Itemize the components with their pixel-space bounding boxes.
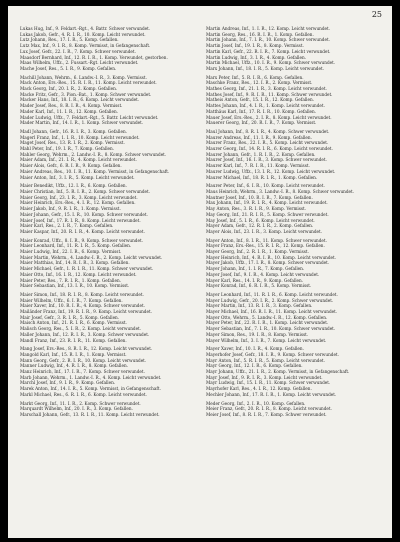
page-number: 25: [371, 10, 382, 19]
list-entry: Matheis Anton, Gefr., 15. I. R., 12. Komp. Gefallen.: [206, 97, 315, 103]
list-entry: Mayer Georg, Inf., 2. R. I. R., 1. Komp. Vermisst.: [206, 249, 309, 255]
list-entry: Maul Johann, Inf., 8. R. I. R., 4. Komp. Schwer verwundet.: [206, 128, 330, 134]
list-entry: Mayer Peter, Inf., 22. R. I. R., 1. Komp. Leicht verwundet.: [206, 320, 329, 326]
list-entry: Machill Johann, Wehrm., 6. Landw.-I. R., 3. Komp. Vermisst.: [20, 74, 147, 80]
list-entry: Maier Josef, Inf., 17. R. I. R., 8. Komp. Leicht verwundet.: [20, 217, 141, 223]
list-entry: Malisch Georg, Res., 5. I. R., 2. Komp. Leicht verwundet.: [20, 326, 142, 332]
list-entry: Maier Martin, Wehrm., 4. Landw.-I. R., 2. Komp. Leicht verwundet.: [20, 254, 163, 260]
list-entry: Mayer Johann, Inf., 1. I. R., 7. Komp. Gefallen.: [206, 266, 305, 272]
list-entry: Mann Georg, Gefr., 2. R. I. R., 10. Komp. Leicht verwundet.: [20, 357, 147, 363]
list-entry: Mayer Sebastian, Inf., 7. I. R., 10. Komp. Schwer verwundet.: [206, 326, 336, 332]
list-entry: Maus Heinrich, Wehrm., 3. Landw.-I. R., 8. Komp. Schwer verwundet.: [206, 188, 355, 194]
list-entry: Maier Leonhard, Inf., 11. R. I. R., 5. Komp. Gefallen.: [20, 243, 132, 249]
list-entry: Markl Michael, Res., 6. R. I. R., 6. Komp. Leicht verwundet.: [20, 391, 147, 397]
list-entry: Marquardt Wilhelm, Inf., 20. I. R., 3. Komp. Gefallen.: [20, 406, 133, 412]
list-entry: Mayer Jakob, Uffz., 17. I. R., 8. Komp. Schwer verwundet.: [206, 260, 330, 266]
list-entry: Mangold Karl, Inf., 15. R. I. R., 1. Komp. Vermisst.: [20, 351, 127, 357]
list-entry: Mayr Georg, Inf., 12. I. R., 6. Komp. Gefallen.: [206, 363, 303, 369]
list-entry: Mayr Ludwig, Inf., 15. I. R., 11. Komp. Schwer verwundet.: [206, 380, 331, 386]
list-entry: Maurer Johann, Gefr., 1. R. I. R., 2. Komp. Gefallen.: [206, 151, 316, 157]
list-entry: Mang Josef, Ers.-Res., 8. R. I. R., 12. Komp. Leicht verwundet.: [20, 346, 153, 352]
list-entry: Martin Andreas, Inf., 1. I. R., 12. Komp. Leicht verwundet.: [206, 26, 331, 31]
list-entry: Mauerer Georg, Inf., 20. R. I. R., 7. Komp. Vermisst.: [206, 120, 317, 126]
list-entry: Meier Franz, Gefr., 20. R. I. R., 8. Komp. Leicht verwundet.: [206, 406, 332, 412]
list-entry: Mayer Simon, Res., 19. I. R., 8. Komp. Vermisst.: [206, 331, 309, 337]
list-entry: Mayr Johann, Uffz., 21. I. R., 2. Komp. Vermisst, in Gefangenschaft.: [206, 369, 350, 375]
list-entry: Lukas Hug, Inf., 9. Feldart.-Rgt., 4. Battr. Schwer verwundet.: [20, 26, 151, 31]
list-entry: Maier Heinrich, Ers.-Res., 4. I. R., 12. Komp. Gefallen.: [20, 200, 136, 206]
list-entry: May Anton, Res., 3. R. I. R., 9. Komp. Vermisst.: [206, 206, 307, 212]
list-entry: Maier Konrad, Uffz., 8. I. R., 9. Komp. Schwer verwundet.: [20, 237, 143, 243]
list-entry: Mahler Georg, Wehrm., 2. Landw.-I. R., 8. Komp. Schwer verwundet.: [20, 151, 167, 157]
list-entry: Mayer Wilhelm, Inf., 3. I. R., 7. Komp. Leicht verwundet.: [206, 337, 327, 343]
list-entry: Meier Josef, Inf., 8. R. I. R., 7. Komp. Schwer verwundet.: [206, 412, 327, 417]
list-entry: Maier Wilhelm, Uffz., 6. I. R., 7. Komp. Gefallen.: [20, 297, 123, 303]
left-column: [20, 26, 194, 418]
list-entry: Mayer Ludwig, Gefr., 20. I. R., 2. Komp. Schwer verwundet.: [206, 297, 334, 303]
list-entry: Meder Georg, Inf., 2. I. R., 10. Komp. Gefallen.: [206, 400, 306, 406]
list-entry: Mayerhofer Josef, Gefr., 18. I. R., 9. Komp. Schwer verwundet.: [206, 351, 339, 357]
list-entry: Macke Fritz, Gefr., 3. Pion.-Bat., 1. Komp. Schwer verwundet.: [20, 91, 152, 97]
list-entry: Mayer Anton, Inf., 8. I. R., 11. Komp. Schwer verwundet.: [206, 237, 327, 243]
list-entry: Mayer Otto, Wehrm., 5. Landw.-I. R., 12. Komp. Gefallen.: [206, 314, 328, 320]
list-entry: Mayer Josef, Inf., 9. I. R., 4. Komp. Leicht verwundet.: [206, 271, 320, 277]
list-entry: Lukas Jakob, Gefr., 4. R. I. R., 10. Komp. Leicht verwundet.: [20, 31, 146, 37]
document-page: [8, 6, 392, 538]
list-entry: Mayer Karl, Res., 14. I. R., 9. Komp. Gefallen.: [206, 277, 304, 283]
list-entry: Maisch Anton, Inf., 21. R. I. R., 6. Komp. Vermisst.: [20, 320, 127, 326]
list-entry: Maurer Michael, Inf., 18. R. I. R., 1. Komp. Gefallen.: [206, 174, 318, 180]
list-entry: Mayer Michael, Inf., 16. R. I. R., 11. Komp. Leicht verwundet.: [206, 309, 338, 315]
list-entry: Mader Ludwig, Uffz., 7. Feldart.-Rgt., 5. Battr. Leicht verwundet.: [20, 114, 159, 120]
list-entry: Maier Georg, Inf., 23. I. R., 3. Komp. Leicht verwundet.: [20, 194, 138, 200]
list-entry: Martin Josef, Inf., 19. I. R., 8. Komp. Vermisst.: [206, 43, 304, 49]
list-entry: Mader Martin, Inf., 14. I. R., 1. Komp. Schwer verwundet.: [20, 120, 144, 126]
list-entry: Lutz Johann, Res., 17. I. R., 5. Komp. Gefallen.: [20, 37, 119, 43]
list-entry: Maier Peter, Res., 7. R. I. R., 1. Komp. Gefallen.: [20, 277, 122, 283]
list-entry: May Georg, Inf., 21. R. I. R., 5. Komp. Schwer verwundet.: [206, 211, 329, 217]
list-entry: Martin Ludwig, Inf., 3. I. R., 4. Komp. Gefallen.: [206, 54, 307, 60]
list-entry: Mayrhofer Karl, Res., 4. I. R., 12. Komp. Gefallen.: [206, 386, 312, 392]
list-entry: Maurer Ludwig, Uffz., 13. I. R., 12. Komp. Leicht verwundet.: [206, 168, 336, 174]
list-entry: Maier Alois, Gefr., 6. R. I. R., 9. Komp. Gefallen.: [20, 163, 122, 169]
list-entry: Lux Josef, Gefr., 22. I. R., 7. Komp. Schwer verwundet.: [20, 48, 136, 54]
list-entry: Mayer Martin, Inf., 13. R. I. R., 3. Komp. Gefallen.: [206, 303, 313, 309]
list-entry: Mayer Xaver, Inf., 10. I. R., 4. Komp. Gefallen.: [206, 346, 304, 352]
list-entry: Maier Ludwig, Inf., 22. I. R., 6. Komp. Vermisst.: [20, 249, 122, 255]
list-entry: Mautner Josef, Inf., 10. R. I. R., 7. Komp. Gefallen.: [206, 194, 313, 200]
list-entry: Mache Josef, Res., 5. I. R., 9. Komp. Gefallen.: [20, 65, 117, 71]
list-entry: Mayer Leonhard, Inf., 11. R. I. R., 6. Komp. Leicht verwundet.: [206, 291, 338, 297]
list-entry: Maier Adam, Inf., 21. I. R., 4. Komp. Leicht verwundet.: [20, 157, 137, 163]
list-entry: Maller Johann, Inf., 12. R. I. R., 3. Komp. Schwer verwundet.: [20, 331, 150, 337]
list-entry: Maurer Georg, Inf., 14. R. I. R., 6. Komp. Leicht verwundet.: [206, 146, 333, 152]
list-entry: Maurer Josef, Inf., 16. I. R., 3. Komp. Schwer verwundet.: [206, 157, 327, 163]
list-entry: Markt Georg, Inf., 11. I. R., 2. Komp. Schwer verwundet.: [20, 400, 141, 406]
list-entry: Martin Michael, Uffz., 10. I. R., 9. Komp. Schwer verwundet.: [206, 60, 336, 66]
list-entry: Mair Josef, Gefr., 3. R. I. R., 5. Komp. Gefallen.: [20, 314, 120, 320]
list-entry: Mandl Franz, Inf., 23. R. I. R., 11. Komp. Gefallen.: [20, 337, 127, 343]
list-entry: Mauer Josef, Ers.-Res., 2. I. R., 8. Komp. Leicht verwundet.: [206, 114, 332, 120]
list-entry: Lutz Max, Inf., 9. I. R., 8. Komp. Vermisst, in Gefangenschaft.: [20, 43, 151, 49]
list-entry: Mayr Josef, Inf., 9. R. I. R., 3. Komp. Leicht verwundet.: [206, 374, 323, 380]
list-entry: Maier Jakob, Inf., 9. R. I. R., 1. Komp. Vermisst.: [20, 206, 121, 212]
list-entry: Maurer Franz, Res., 22. I. R., 5. Komp. Leicht verwundet.: [206, 140, 329, 146]
list-entry: Marb Johann, Wehrm., 1. Landw.-I. R., 4. Komp. Leicht verwundet.: [20, 374, 162, 380]
list-entry: Mathes Georg, Inf., 21. I. R., 3. Komp. Leicht verwundet.: [206, 86, 327, 92]
list-entry: Manz Heinrich, Inf., 17. I. R., 7. Komp. Schwer verwundet.: [20, 369, 145, 375]
list-entry: Manner Ludwig, Inf., 4. R. I. R., 8. Komp. Gefallen.: [20, 363, 128, 369]
list-entry: Maier Anton, Inf., 3. I. R., 5. Komp. Leicht verwundet.: [20, 174, 135, 180]
list-entry: Maurer Karl, Inf., 7. R. I. R., 11. Komp. Vermisst.: [206, 163, 310, 169]
list-entry: Mader Josef, Res., 8. R. I. R., 4. Komp. Vermisst.: [20, 103, 123, 109]
list-entry: Maschke Franz, Res., 12. I. R., 2. Komp. Vermisst.: [206, 80, 313, 86]
list-entry: Maier Christian, Inf., 5. R. I. R., 2. Komp. Schwer verwundet.: [20, 188, 151, 194]
list-entry: Marx Johann, Inf., 18. I. R., 5. Komp. Leicht verwundet.: [206, 65, 324, 71]
list-entry: Mack Georg, Inf., 20. I. R., 2. Komp. Gefallen.: [20, 86, 118, 92]
list-entry: Mailänder Franz, Inf., 19. R. I. R., 9. Komp. Leicht verwundet.: [20, 309, 152, 315]
list-entry: Maier Andreas, Res., 10. I. R., 11. Komp. Vermisst, in Gefangenschaft.: [20, 168, 170, 174]
list-entry: Mader Karl, Inf., 11. I. R., 12. Komp. Gefallen.: [20, 108, 118, 114]
list-entry: Marchl Josef, Inf., 9. I. R., 9. Komp. Gefallen.: [20, 380, 116, 386]
list-entry: Maier Kaspar, Inf., 20. R. I. R., 4. Komp. Leicht verwundet.: [20, 228, 145, 234]
list-entry: Mayer Franz, Ers.-Res., 15. R. I. R., 12. Komp. Gefallen.: [206, 243, 325, 249]
list-entry: Maier Otto, Inf., 16. I. R., 12. Komp. Leicht verwundet.: [20, 271, 137, 277]
list-entry: Maget Josef, Res., 13. R. I. R., 2. Komp. Vermisst.: [20, 140, 125, 146]
list-entry: Maas Wilhelm, Uffz., 2. Fussart.-Rgt. Leicht verwundet.: [20, 60, 139, 66]
list-entry: Mayer Konrad, Inf., 6. R. I. R., 5. Komp. Vermisst.: [206, 283, 312, 289]
list-entry: Maier Simon, Inf., 18. R. I. R., 8. Komp. Leicht verwundet.: [20, 291, 144, 297]
list-entry: Maier Benedikt, Uffz., 12. I. R., 6. Komp. Gefallen.: [20, 183, 127, 189]
list-entry: Martin Johann, Inf., 7. I. R., 10. Komp. Schwer verwundet.: [206, 37, 330, 43]
list-entry: Magerl Franz, Inf., 1. I. R., 10. Komp. Leicht verwundet.: [20, 134, 140, 140]
list-entry: Mechler Johann, Inf., 17. R. I. R., 1. Komp. Leicht verwundet.: [206, 391, 337, 397]
list-entry: Maurer Peter, Inf., 6. I. R., 10. Komp. Leicht verwundet.: [206, 183, 325, 189]
list-entry: Maier Xaver, Inf., 10. R. I. R., 4. Komp. Schwer verwundet.: [20, 303, 145, 309]
list-entry: May Josef, Inf., 5. I. R., 6. Komp. Leicht verwundet.: [206, 217, 315, 223]
list-entry: Mayer Adam, Gefr., 12. R. I. R., 2. Komp. Gefallen.: [206, 223, 314, 229]
list-entry: Maier Sebastian, Inf., 13. I. R., 10. Komp. Vermisst.: [20, 283, 130, 289]
list-entry: Maier Johann, Gefr., 15. I. R., 10. Komp. Schwer verwundet.: [20, 211, 148, 217]
list-entry: Marschall Johann, Gefr., 13. R. I. R., 11. Komp. Leicht verwundet.: [20, 412, 160, 417]
list-entry: Mathes Josef, Inf., 9. R. I. R., 11. Komp. Schwer verwundet.: [206, 91, 333, 97]
list-entry: Maasdorf Bernhard, Inf., 12. R. I. R., 1. Komp. Verwundet, gestorben.: [20, 54, 168, 60]
right-column: [206, 26, 380, 418]
list-entry: Max Johann, Inf., 19. R. I. R., 4. Komp. Leicht verwundet.: [206, 200, 328, 206]
list-entry: Mayr Anton, Inf., 5. R. I. R., 5. Komp. Leicht verwundet.: [206, 357, 325, 363]
list-entry: Mayer Heinrich, Inf., 4. R. I. R., 10. Komp. Leicht verwundet.: [206, 254, 337, 260]
list-entry: Mayer Alois, Inf., 23. I. R., 3. Komp. Leicht verwundet.: [206, 228, 323, 234]
list-entry: Macker Hans, Inf., 18. I. R., 6. Komp. Leicht verwundet.: [20, 97, 140, 103]
list-entry: Maier Matthias, Inf., 14. R. I. R., 3. Komp. Gefallen.: [20, 260, 130, 266]
list-entry: Maurer Andreas, Inf., 11. I. R., 9. Komp. Gefallen.: [206, 134, 312, 140]
list-entry: Martin Georg, Res., 16. R. I. R., 1. Komp. Gefallen.: [206, 31, 314, 37]
list-entry: Maier Karl, Res., 2. I. R., 7. Komp. Gefallen.: [20, 223, 114, 229]
list-entry: Marx Peter, Inf., 5. R. I. R., 6. Komp. Gefallen.: [206, 74, 304, 80]
list-entry: Mack Anton, Ers.-Res., 15. R. I. R., 11. Komp. Leicht verwundet.: [20, 80, 157, 86]
list-entry: Mattes Johann, Inf., 4. I. R., 1. Komp. Leicht verwundet.: [206, 103, 325, 109]
list-entry: Marek Anton, Inf., 14. I. R., 5. Komp. Vermisst, in Gefangenschaft.: [20, 386, 161, 392]
list-entry: Mahl Peter, Inf., 19. I. R., 7. Komp. Gefallen.: [20, 146, 115, 152]
list-entry: Maier Michael, Gefr., 1. R. I. R., 11. Komp. Schwer verwundet.: [20, 266, 154, 272]
list-entry: Martin Karl, Gefr., 22. R. I. R., 7. Komp. Leicht verwundet.: [206, 48, 331, 54]
list-entry: Matthäus Karl, Inf., 17. R. I. R., 10. Komp. Gefallen.: [206, 108, 317, 114]
list-entry: Madl Johann, Gefr., 16. R. I. R., 3. Komp. Gefallen.: [20, 128, 127, 134]
